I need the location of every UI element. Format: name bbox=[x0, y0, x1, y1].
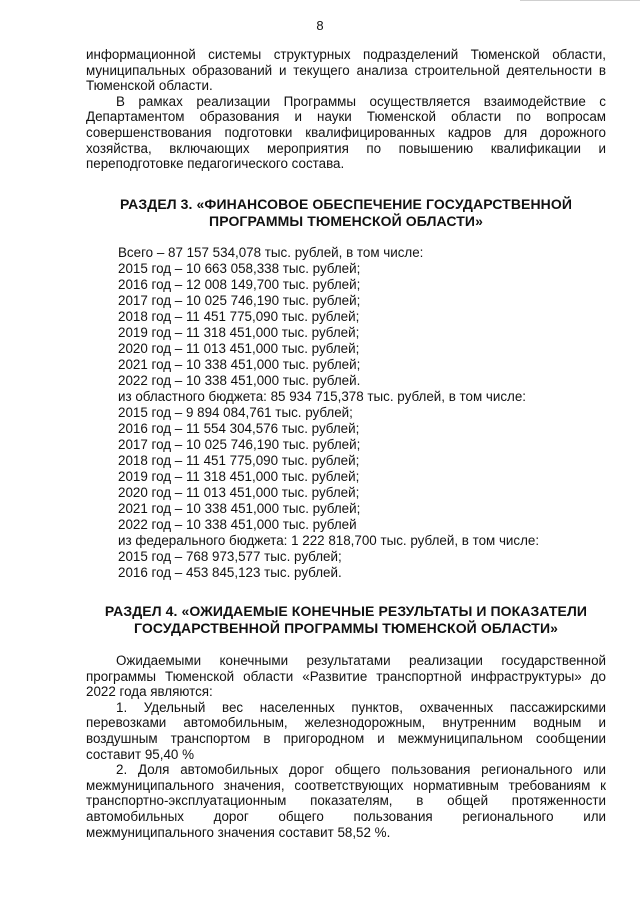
financing-line: 2017 год – 10 025 746,190 тыс. рублей; bbox=[118, 437, 361, 452]
intro-paragraph-2: В рамках реализации Программы осуществляется взаимодействие с Департаментом образования и науки Тюменской области по вопросам совершенствования подготовки квалифицированных кадров для дорожного хозяйства, включающих мероприятия по повышению квалификации и переподготовке педагогического состава. bbox=[86, 93, 606, 172]
section-4-heading bbox=[86, 603, 606, 637]
financing-line: из федерального бюджета: 1 222 818,700 тыс. рублей, в том числе: bbox=[118, 533, 540, 548]
financing-line: 2022 год – 10 338 451,000 тыс. рублей. bbox=[118, 373, 361, 388]
financing-line: Всего – 87 157 534,078 тыс. рублей, в том числе: bbox=[118, 245, 424, 260]
financing-line: 2022 год – 10 338 451,000 тыс. рублей bbox=[118, 517, 357, 532]
financing-line: 2017 год – 10 025 746,190 тыс. рублей; bbox=[118, 293, 361, 308]
result-item-1: 1. Удельный вес населенных пунктов, охваченных пассажирскими перевозками автомобильным, железнодорожным, внутренним водным и воздушным транспортом в пригородном и межмуниципальном сообщении составит 95,40 % bbox=[86, 699, 606, 762]
financing-line: 2018 год – 11 451 775,090 тыс. рублей; bbox=[118, 453, 360, 468]
financing-line: 2021 год – 10 338 451,000 тыс. рублей; bbox=[118, 501, 361, 516]
financing-line: 2015 год – 9 894 084,761 тыс. рублей; bbox=[118, 405, 353, 420]
section-4-body bbox=[86, 653, 606, 840]
financing-line: 2016 год – 12 008 149,700 тыс. рублей; bbox=[118, 277, 361, 292]
scan-edge-mark bbox=[520, 0, 640, 4]
financing-line: 2015 год – 768 973,577 тыс. рублей; bbox=[118, 549, 342, 564]
intro-paragraph-1: информационной системы структурных подразделений Тюменской области, муниципальных образований и текущего анализа строительной деятельности в Тюменской области. bbox=[86, 47, 606, 94]
section-4-title-line-1: РАЗДЕЛ 4. «ОЖИДАЕМЫЕ КОНЕЧНЫЕ РЕЗУЛЬТАТЫ И ПОКАЗАТЕЛИ bbox=[104, 603, 588, 619]
financing-line: 2016 год – 11 554 304,576 тыс. рублей; bbox=[118, 421, 360, 436]
financing-line: 2018 год – 11 451 775,090 тыс. рублей; bbox=[118, 309, 360, 324]
financing-line: из областного бюджета: 85 934 715,378 тыс. рублей, в том числе: bbox=[118, 389, 527, 404]
financing-line: 2020 год – 11 013 451,000 тыс. рублей; bbox=[118, 341, 360, 356]
financing-line: 2021 год – 10 338 451,000 тыс. рублей; bbox=[118, 357, 361, 372]
section-4-title-line-2: ГОСУДАРСТВЕННОЙ ПРОГРАММЫ ТЮМЕНСКОЙ ОБЛАСТИ» bbox=[134, 620, 558, 636]
section-3-title-line-1: РАЗДЕЛ 3. «ФИНАНСОВОЕ ОБЕСПЕЧЕНИЕ ГОСУДАРСТВЕННОЙ bbox=[119, 196, 573, 212]
section-3-title-line-2: ПРОГРАММЫ ТЮМЕНСКОЙ ОБЛАСТИ» bbox=[209, 213, 483, 229]
financing-line: 2020 год – 11 013 451,000 тыс. рублей; bbox=[118, 485, 360, 500]
result-item-2: 2. Доля автомобильных дорог общего пользования регионального или межмуниципального значения, соответствующих нормативным требованиям к транспортно-эксплуатационным показателям, в общей протяженности автомобильных дорог общего пользования регионального или межмуниципального значения составит 58,52 %. bbox=[86, 762, 606, 840]
financing-line: 2019 год – 11 318 451,000 тыс. рублей; bbox=[118, 325, 360, 340]
section-4-intro: Ожидаемыми конечными результатами реализации государственной программы Тюменской области «Развитие транспортной инфраструктуры» до 2022 года являются: bbox=[86, 653, 606, 700]
financing-line: 2016 год – 453 845,123 тыс. рублей. bbox=[118, 565, 342, 580]
financing-line: 2015 год – 10 663 058,338 тыс. рублей; bbox=[118, 261, 361, 276]
section-3-heading bbox=[86, 196, 606, 230]
financing-list bbox=[118, 245, 608, 581]
page-number: 8 bbox=[316, 18, 324, 33]
intro-section bbox=[86, 47, 606, 172]
financing-line: 2019 год – 11 318 451,000 тыс. рублей; bbox=[118, 469, 360, 484]
